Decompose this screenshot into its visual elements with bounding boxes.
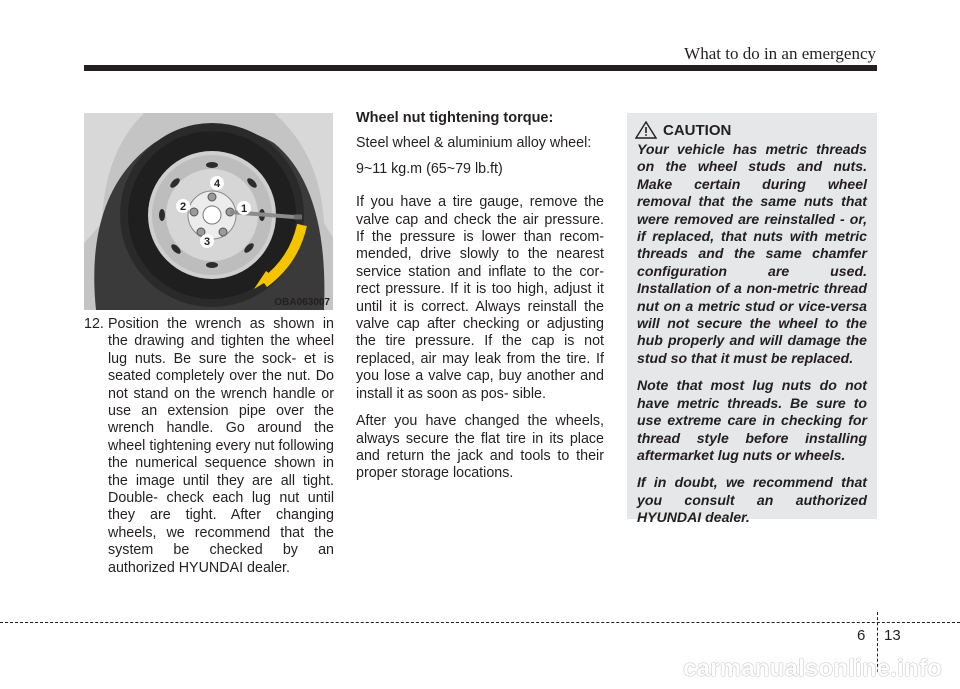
lug-label-3: 3 (203, 236, 211, 248)
left-column (84, 316, 334, 577)
lug-label-1: 1 (240, 203, 248, 215)
wheel-illustration (84, 113, 333, 310)
chapter-number: 6 (857, 627, 866, 644)
header-rule (84, 65, 877, 71)
caution-header (635, 121, 867, 139)
caution-box (627, 113, 877, 526)
step-text: Position the wrench as shown in the drawing and tighten the wheel lug nuts. Be sure the sock- et is seated completely over the nut. Do not stand on the wrench handle or use an extension pipe over the wrench handle. Go around the wheel tightening every nut following the numerical sequence shown in the image until they are all tight. Double- check each lug nut until they are tight. After changing wheels, we recommend that the system be checked by an authorized HYUNDAI dealer. (108, 316, 334, 576)
step-number: 12. (84, 316, 104, 332)
figure-code: OBA063007 (274, 297, 330, 308)
lug-label-2: 2 (179, 201, 187, 213)
caution-paragraph-3: If in doubt, we recommend that you consult an authorized HYUNDAI dealer. (637, 474, 867, 526)
footer-rule (0, 622, 960, 623)
lug-label-4: 4 (213, 178, 221, 190)
section-title: What to do in an emergency (684, 44, 876, 63)
page-number: 13 (884, 627, 901, 644)
watermark: carmanualsonline.info (683, 655, 942, 682)
torque-title: Wheel nut tightening torque: (356, 110, 554, 126)
torque-wheel-type: Steel wheel & aluminium alloy wheel: (356, 135, 592, 152)
middle-column (356, 110, 604, 493)
caution-paragraph-2: Note that most lug nuts do not have metric threads. Be sure to use extreme care in checking for thread style before installing aftermarket lug nuts or wheels. (637, 377, 867, 463)
warning-triangle-icon (635, 121, 657, 139)
step-12 (84, 316, 334, 577)
wheel-figure (84, 113, 333, 310)
tire-pressure-paragraph: If you have a tire gauge, remove the valve cap and check the air pressure. If the pressure is lower than recom- mended, drive slowly to the nearest service station and inflate to the cor- rect pressure. If it is too high, adjust it until it is correct. Always reinstall the valve cap after checking or adjusting the tire pressure. If the cap is not replaced, air may leak from the tire. If you lose a valve cap, buy another and install it as soon as pos- sible. (356, 194, 604, 402)
torque-value: 9~11 kg.m (65~79 lb.ft) (356, 160, 503, 177)
caution-title: CAUTION (663, 121, 732, 139)
caution-paragraph-1: Your vehicle has metric threads on the wheel studs and nuts. Make certain during wheel removal that the same nuts that were removed are reinstalled - or, if replaced, that nuts with metric threads and the same chamfer configuration are used. Installation of a non-metric thread nut on a metric stud or vice-versa will not secure the wheel to the hub properly and will damage the stud so that it must be replaced. (637, 141, 867, 366)
storage-paragraph: After you have changed the wheels, always secure the flat tire in its place and return the jack and tools to their proper storage locations. (356, 413, 604, 482)
